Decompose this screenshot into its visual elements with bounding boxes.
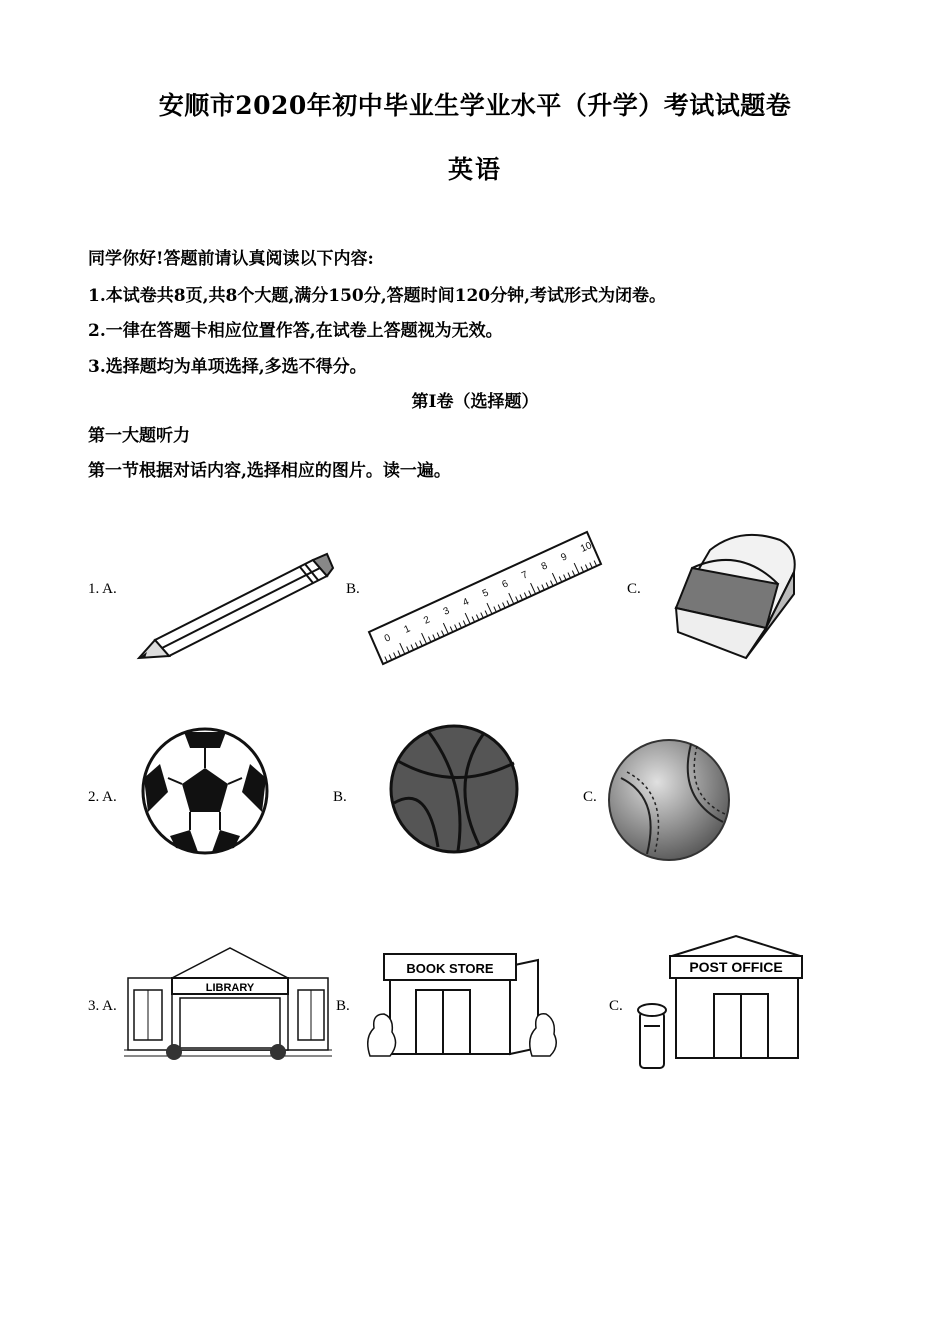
post-office-sign: POST OFFICE [689,959,783,975]
ruler-icon [365,528,605,668]
ruler-number: 7 [520,569,530,582]
part-heading: 第一大题听力 [88,426,190,446]
baseball-icon [607,738,731,862]
question-2-option-c: C. [583,789,597,805]
book-store-sign: BOOK STORE [406,961,494,976]
question-3-label: 3. A. [88,998,117,1014]
ruler-number: 0 [382,632,393,645]
instruction-item-1: 1.本试卷共8页,共8个大题,满分150分,答题时间120分钟,考试形式为闭卷。 [88,286,667,306]
question-2-option-b: B. [333,789,347,805]
ruler-number: 9 [559,551,569,564]
volume-heading: 第Ⅰ卷（选择题） [411,392,539,412]
question-3-option-b: B. [336,998,350,1014]
instructions-greeting: 同学你好!答题前请认真阅读以下内容: [88,249,374,269]
post-office-icon [632,934,812,1074]
question-2-label: 2. A. [88,789,117,805]
library-sign: LIBRARY [205,982,255,994]
ruler-number: 2 [422,614,432,627]
instruction-item-2: 2.一律在答题卡相应位置作答,在试卷上答题视为无效。 [88,321,503,341]
soccer-ball-icon [140,726,270,856]
eraser-icon [670,528,805,663]
ruler-number: 10 [579,540,594,555]
subpart-heading: 第一节根据对话内容,选择相应的图片。读一遍。 [88,461,451,481]
question-1-label: 1. A. [88,581,117,597]
book-store-icon [362,948,562,1063]
ruler-number: 4 [461,596,471,609]
question-1-option-b: B. [346,581,360,597]
ruler-number: 1 [402,623,413,636]
question-1-option-c: C. [627,581,641,597]
ruler-number: 6 [500,578,511,591]
basketball-icon [388,723,520,855]
exam-subject: 英语 [447,155,502,184]
instruction-item-3: 3.选择题均为单项选择,多选不得分。 [88,357,367,377]
ruler-number: 3 [441,605,452,618]
library-icon [122,942,334,1064]
question-3-option-c: C. [609,998,623,1014]
ruler-number: 8 [539,560,550,573]
ruler-number: 5 [480,587,491,600]
exam-title: 安顺市2020年初中毕业生学业水平（升学）考试试题卷 [158,91,792,120]
pencil-icon [135,550,335,662]
